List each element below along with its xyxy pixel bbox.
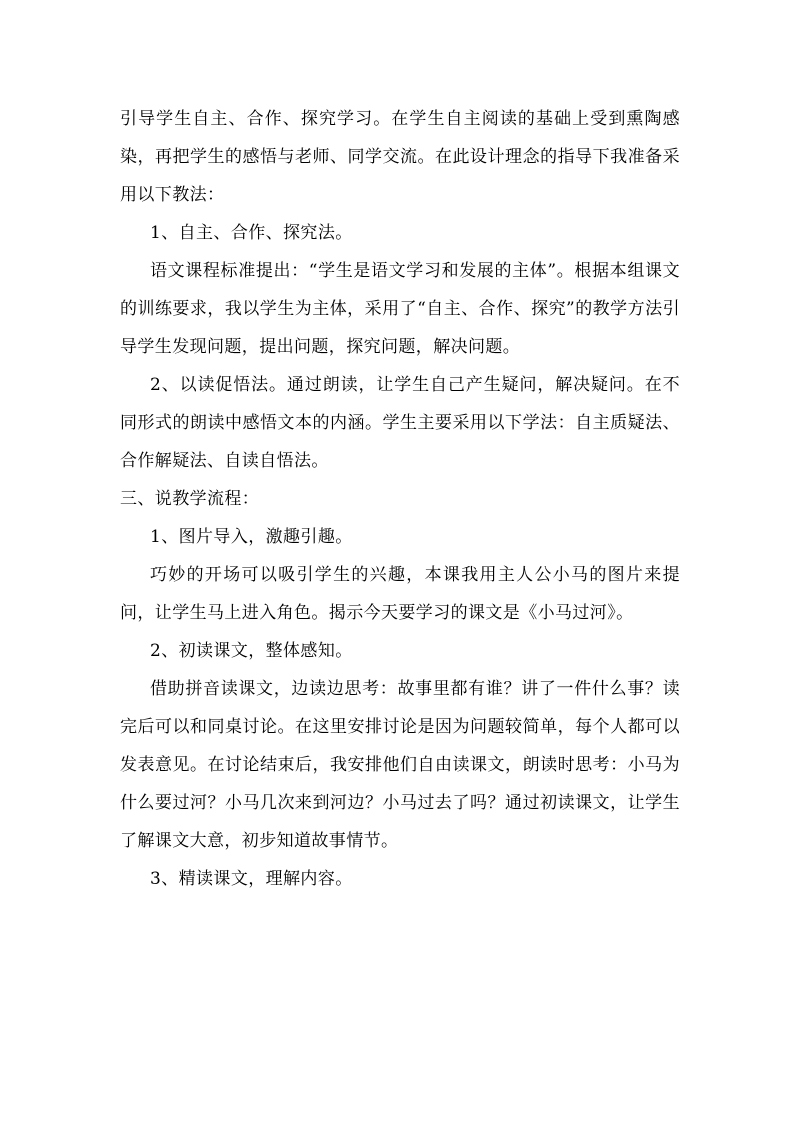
paragraph-method-2: 2、以读促悟法。通过朗读，让学生自己产生疑问，解决疑问。在不同形式的朗读中感悟文本的内涵。学生主要采用以下学法：自主质疑法、合作解疑法、自读自悟法。 bbox=[120, 375, 680, 471]
step-1-heading: 1、图片导入，激趣引趣。 bbox=[150, 527, 353, 547]
paragraph-picture-intro: 巧妙的开场可以吸引学生的兴趣，本课我用主人公小马的图片来提问，让学生马上进入角色。揭示今天要学习的课文是《小马过河》。 bbox=[120, 565, 680, 623]
step-2-heading: 2、初读课文，整体感知。 bbox=[150, 641, 353, 661]
paragraph-method-1-heading: 1、自主、合作、探究法。 bbox=[150, 223, 353, 243]
step-3-heading: 3、精读课文，理解内容。 bbox=[150, 869, 353, 889]
paragraph-first-reading: 借助拼音读课文，边读边思考：故事里都有谁？讲了一件什么事？读完后可以和同桌讨论。在这里安排讨论是因为问题较简单，每个人都可以发表意见。在讨论结束后，我安排他们自由读课文，朗读时思考：小马为什么要过河？小马几次来到河边？小马过去了吗？通过初读课文，让学生了解课文大意，初步知道故事情节。 bbox=[120, 679, 680, 851]
paragraph-curriculum-standard: 语文课程标准提出：“学生是语文学习和发展的主体”。根据本组课文的训练要求，我以学生为主体，采用了“自主、合作、探究”的教学方法引导学生发现问题，提出问题，探究问题，解决问题。 bbox=[120, 261, 680, 357]
document-page bbox=[120, 100, 680, 898]
paragraph-teaching-philosophy: 引导学生自主、合作、探究学习。在学生自主阅读的基础上受到熏陶感染，再把学生的感悟与老师、同学交流。在此设计理念的指导下我准备采用以下教法： bbox=[120, 109, 680, 205]
section-heading-teaching-process: 三、说教学流程： bbox=[120, 489, 260, 509]
